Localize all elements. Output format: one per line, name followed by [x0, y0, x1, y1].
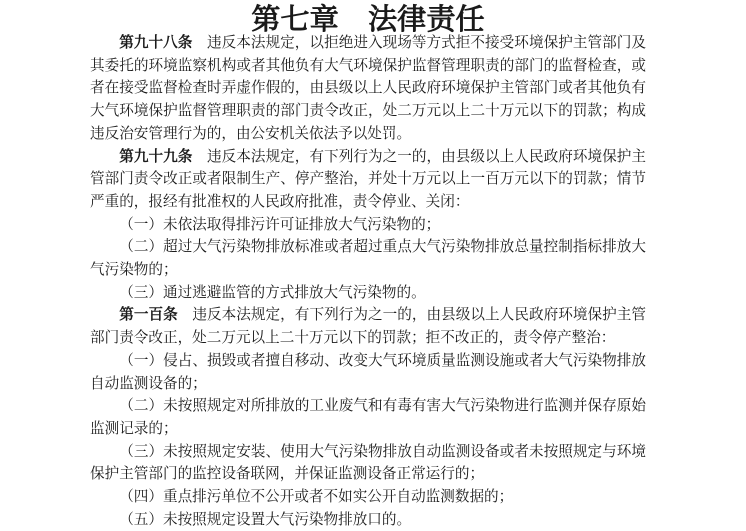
list-item: （三）通过逃避监管的方式排放大气污染物的。 [119, 283, 426, 301]
article-number: 第九十九条 [119, 147, 193, 165]
article-99 [90, 146, 646, 214]
article-text: 违反本法规定，以拒绝进入现场等方式拒不接受环境保护主管部门及其委托的环境监察机构或者其他负有大气环境保护监督管理职责的部门的监督检查，或者在接受监督检查时弄虚作假的，由县级以上人民政府环境保护主管部门或者其他负有大气环境保护监督管理职责的部门责令改正，处二万元以上二十万元以下的罚款；构成违反治安管理行为的，由公安机关依法予以处罚。 [90, 34, 646, 142]
list-item: （四）重点排污单位不公开或者不如实公开自动监测数据的； [119, 488, 514, 506]
article-number: 第九十八条 [119, 34, 193, 51]
list-item: （三）未按照规定安装、使用大气污染物排放自动监测设备或者未按照规定与环境保护主管部门的监控设备联网，并保证监测设备正常运行的； [90, 442, 646, 483]
article-text: 违反本法规定，有下列行为之一的，由县级以上人民政府环境保护主管部门责令改正，处二万元以上二十万元以下的罚款；拒不改正的，责令停产整治： [90, 306, 646, 347]
list-item: （五）未按照规定设置大气污染物排放口的。 [119, 510, 412, 528]
article-100 [90, 304, 646, 349]
list-item: （一）未依法取得排污许可证排放大气污染物的； [119, 215, 441, 233]
chapter-title: 第七章 法律责任 [251, 2, 485, 36]
article-text: 违反本法规定，有下列行为之一的，由县级以上人民政府环境保护主管部门责令改正或者限制生产、停产整治，并处十万元以上一百万元以下的罚款；情节严重的，报经有批准权的人民政府批准，责令停业、关闭： [90, 147, 646, 210]
list-item: （二）未按照规定对所排放的工业废气和有毒有害大气污染物进行监测并保存原始监测记录的； [90, 397, 646, 437]
list-item: （一）侵占、损毁或者擅自移动、改变大气环境质量监测设施或者大气污染物排放自动监测设备的； [90, 351, 646, 392]
list-item: （二）超过大气污染物排放标准或者超过重点大气污染物排放总量控制指标排放大气污染物的； [90, 238, 646, 279]
article-98 [90, 32, 646, 146]
article-number: 第一百条 [119, 306, 178, 324]
document-page [90, 2, 646, 531]
